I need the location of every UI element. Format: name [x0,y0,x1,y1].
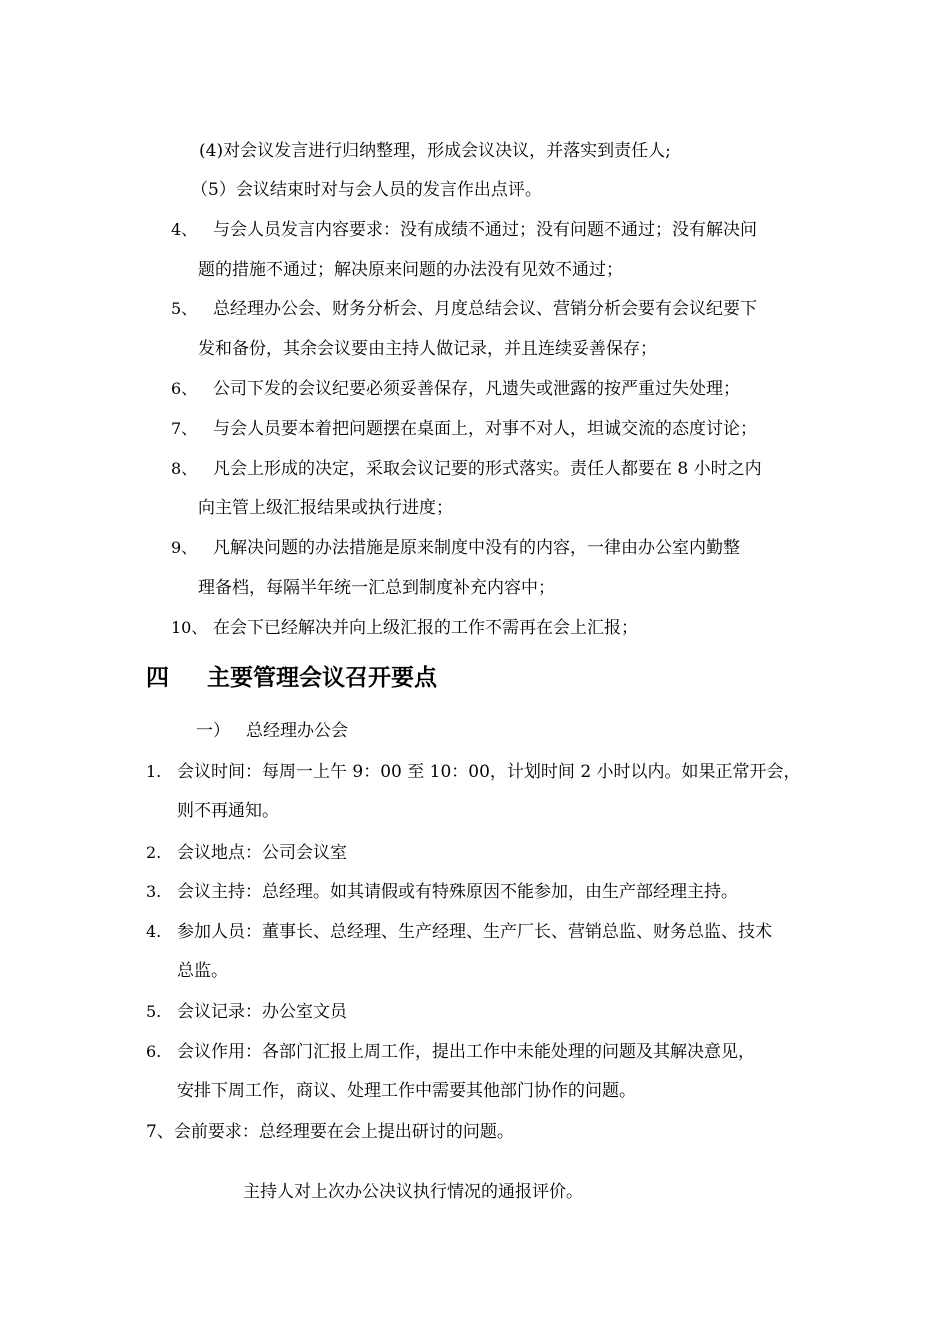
item-number: 8、 [171,459,198,478]
item-7-text: 7、会前要求：总经理要在会上提出研讨的问题。 [146,1122,514,1142]
item-number: 7、 [171,419,198,438]
subsection-label: 一） [196,721,230,741]
item-number: 4、 [171,220,198,239]
item-text: 会议主持：总经理。如其请假或有特殊原因不能参加，由生产部经理主持。 [177,882,738,902]
item-number: 6、 [171,379,198,398]
sub-point-5: （5）会议结束时对与会人员的发言作出点评。 [191,180,542,200]
item-number: 9、 [171,538,198,557]
item-number: 5. [146,1002,162,1021]
item-number: 10、 [171,618,208,637]
item-text: 总经理办公会、财务分析会、月度总结会议、营销分析会要有会议纪要下 [213,299,757,319]
item-text: 发和备份，其余会议要由主持人做记录，并且连续妥善保存； [198,339,657,359]
item-text: 会议作用：各部门汇报上周工作，提出工作中未能处理的问题及其解决意见， [177,1042,755,1062]
item-number: 3. [146,882,162,901]
item-text: 会议地点：公司会议室 [177,843,347,863]
subsection-title: 总经理办公会 [246,721,348,741]
section-number: 四 [146,665,169,691]
item-text: 参加人员：董事长、总经理、生产经理、生产厂长、营销总监、财务总监、技术 [177,922,772,942]
item-number: 4. [146,922,162,941]
item-text: 凡解决问题的办法措施是原来制度中没有的内容，一律由办公室内勤整 [213,538,740,558]
item-text: 凡会上形成的决定，采取会议记要的形式落实。责任人都要在 8 小时之内 [213,459,762,479]
item-text: 安排下周工作，商议、处理工作中需要其他部门协作的问题。 [177,1081,636,1101]
section-title: 主要管理会议召开要点 [207,665,437,691]
item-text: 与会人员要本着把问题摆在桌面上，对事不对人，坦诚交流的态度讨论； [213,419,757,439]
item-text: 会议记录：办公室文员 [177,1002,347,1022]
item-number: 6. [146,1042,162,1061]
item-text: 题的措施不通过；解决原来问题的办法没有见效不通过； [198,260,623,280]
item-text: 则不再通知。 [177,801,279,821]
item-text: 与会人员发言内容要求：没有成绩不通过；没有问题不通过；没有解决问 [213,220,757,240]
item-text: 总监。 [177,961,228,981]
item-text: 在会下已经解决并向上级汇报的工作不需再在会上汇报； [213,618,638,638]
item-text: 理备档，每隔半年统一汇总到制度补充内容中； [198,578,555,598]
sub-point-4: (4)对会议发言进行归纳整理，形成会议决议，并落实到责任人; [199,141,671,161]
item-text: 公司下发的会议纪要必须妥善保存，凡遗失或泄露的按严重过失处理； [213,379,740,399]
closing-line: 主持人对上次办公决议执行情况的通报评价。 [243,1182,583,1202]
item-text: 向主管上级汇报结果或执行进度； [198,498,453,518]
item-text: 会议时间：每周一上午 9：00 至 10：00，计划时间 2 小时以内。如果正常开会， [177,762,801,782]
item-number: 2. [146,843,162,862]
item-number: 5、 [171,299,198,318]
item-number: 1. [146,762,162,781]
